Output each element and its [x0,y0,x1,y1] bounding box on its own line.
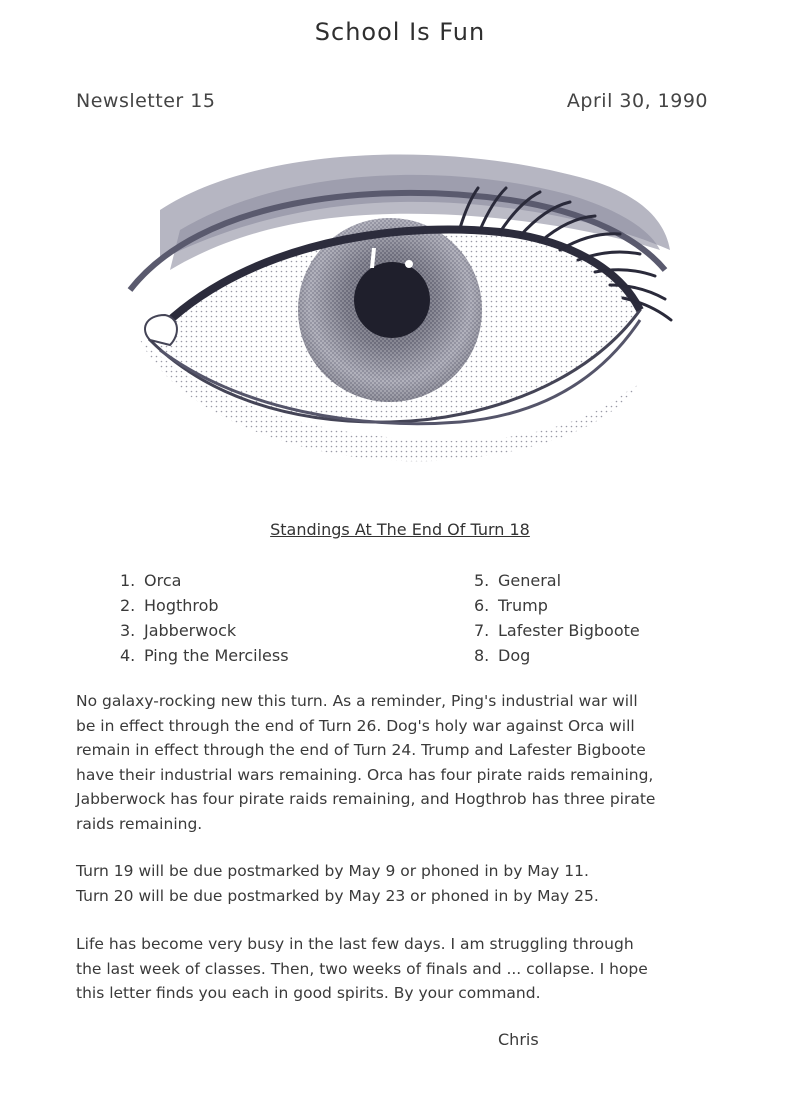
standings-list-left [120,568,289,668]
standing-item: 6. Trump [474,596,548,615]
paragraph-due-dates: Turn 19 will be due postmarked by May 9 or phoned in by May 11. Turn 20 will be due postmarked by May 23 or phoned in by May 25. [76,862,599,905]
eye-illustration [120,140,680,500]
standing-item: 5. General [474,571,562,590]
standing-item: 4. Ping the Merciless [120,646,289,665]
standings-list-right [474,568,640,668]
standing-item: 2. Hogthrob [120,596,219,615]
standing-item: 8. Dog [474,646,531,665]
paragraph-war-status: No galaxy-rocking new this turn. As a reminder, Ping's industrial war will be in effect through the end of Turn 26. Dog's holy war against Orca will remain in effect through the end of Turn 24. Trump and Lafester Bigboote have their industrial wars remaining. Orca has four pirate raids remaining, Jabberwock has four pirate raids remaining, and Hogthrob has three pirate raids remaining. [76,692,656,833]
paragraph-personal-note: Life has become very busy in the last few days. I am struggling through the last week of classes. Then, two weeks of finals and ... collapse. I hope this letter finds you each in good spirits. By your command. [76,935,648,1002]
standing-item: 1. Orca [120,571,182,590]
page-title: School Is Fun [314,18,486,46]
standing-item: 3. Jabberwock [120,621,237,640]
standing-item: 7. Lafester Bigboote [474,621,640,640]
pupil [354,262,430,338]
signature: Chris [498,1030,539,1049]
standings-heading: Standings At The End Of Turn 18 [270,520,530,539]
newsletter-number: Newsletter 15 [76,90,216,112]
newsletter-date: April 30, 1990 [566,90,708,112]
